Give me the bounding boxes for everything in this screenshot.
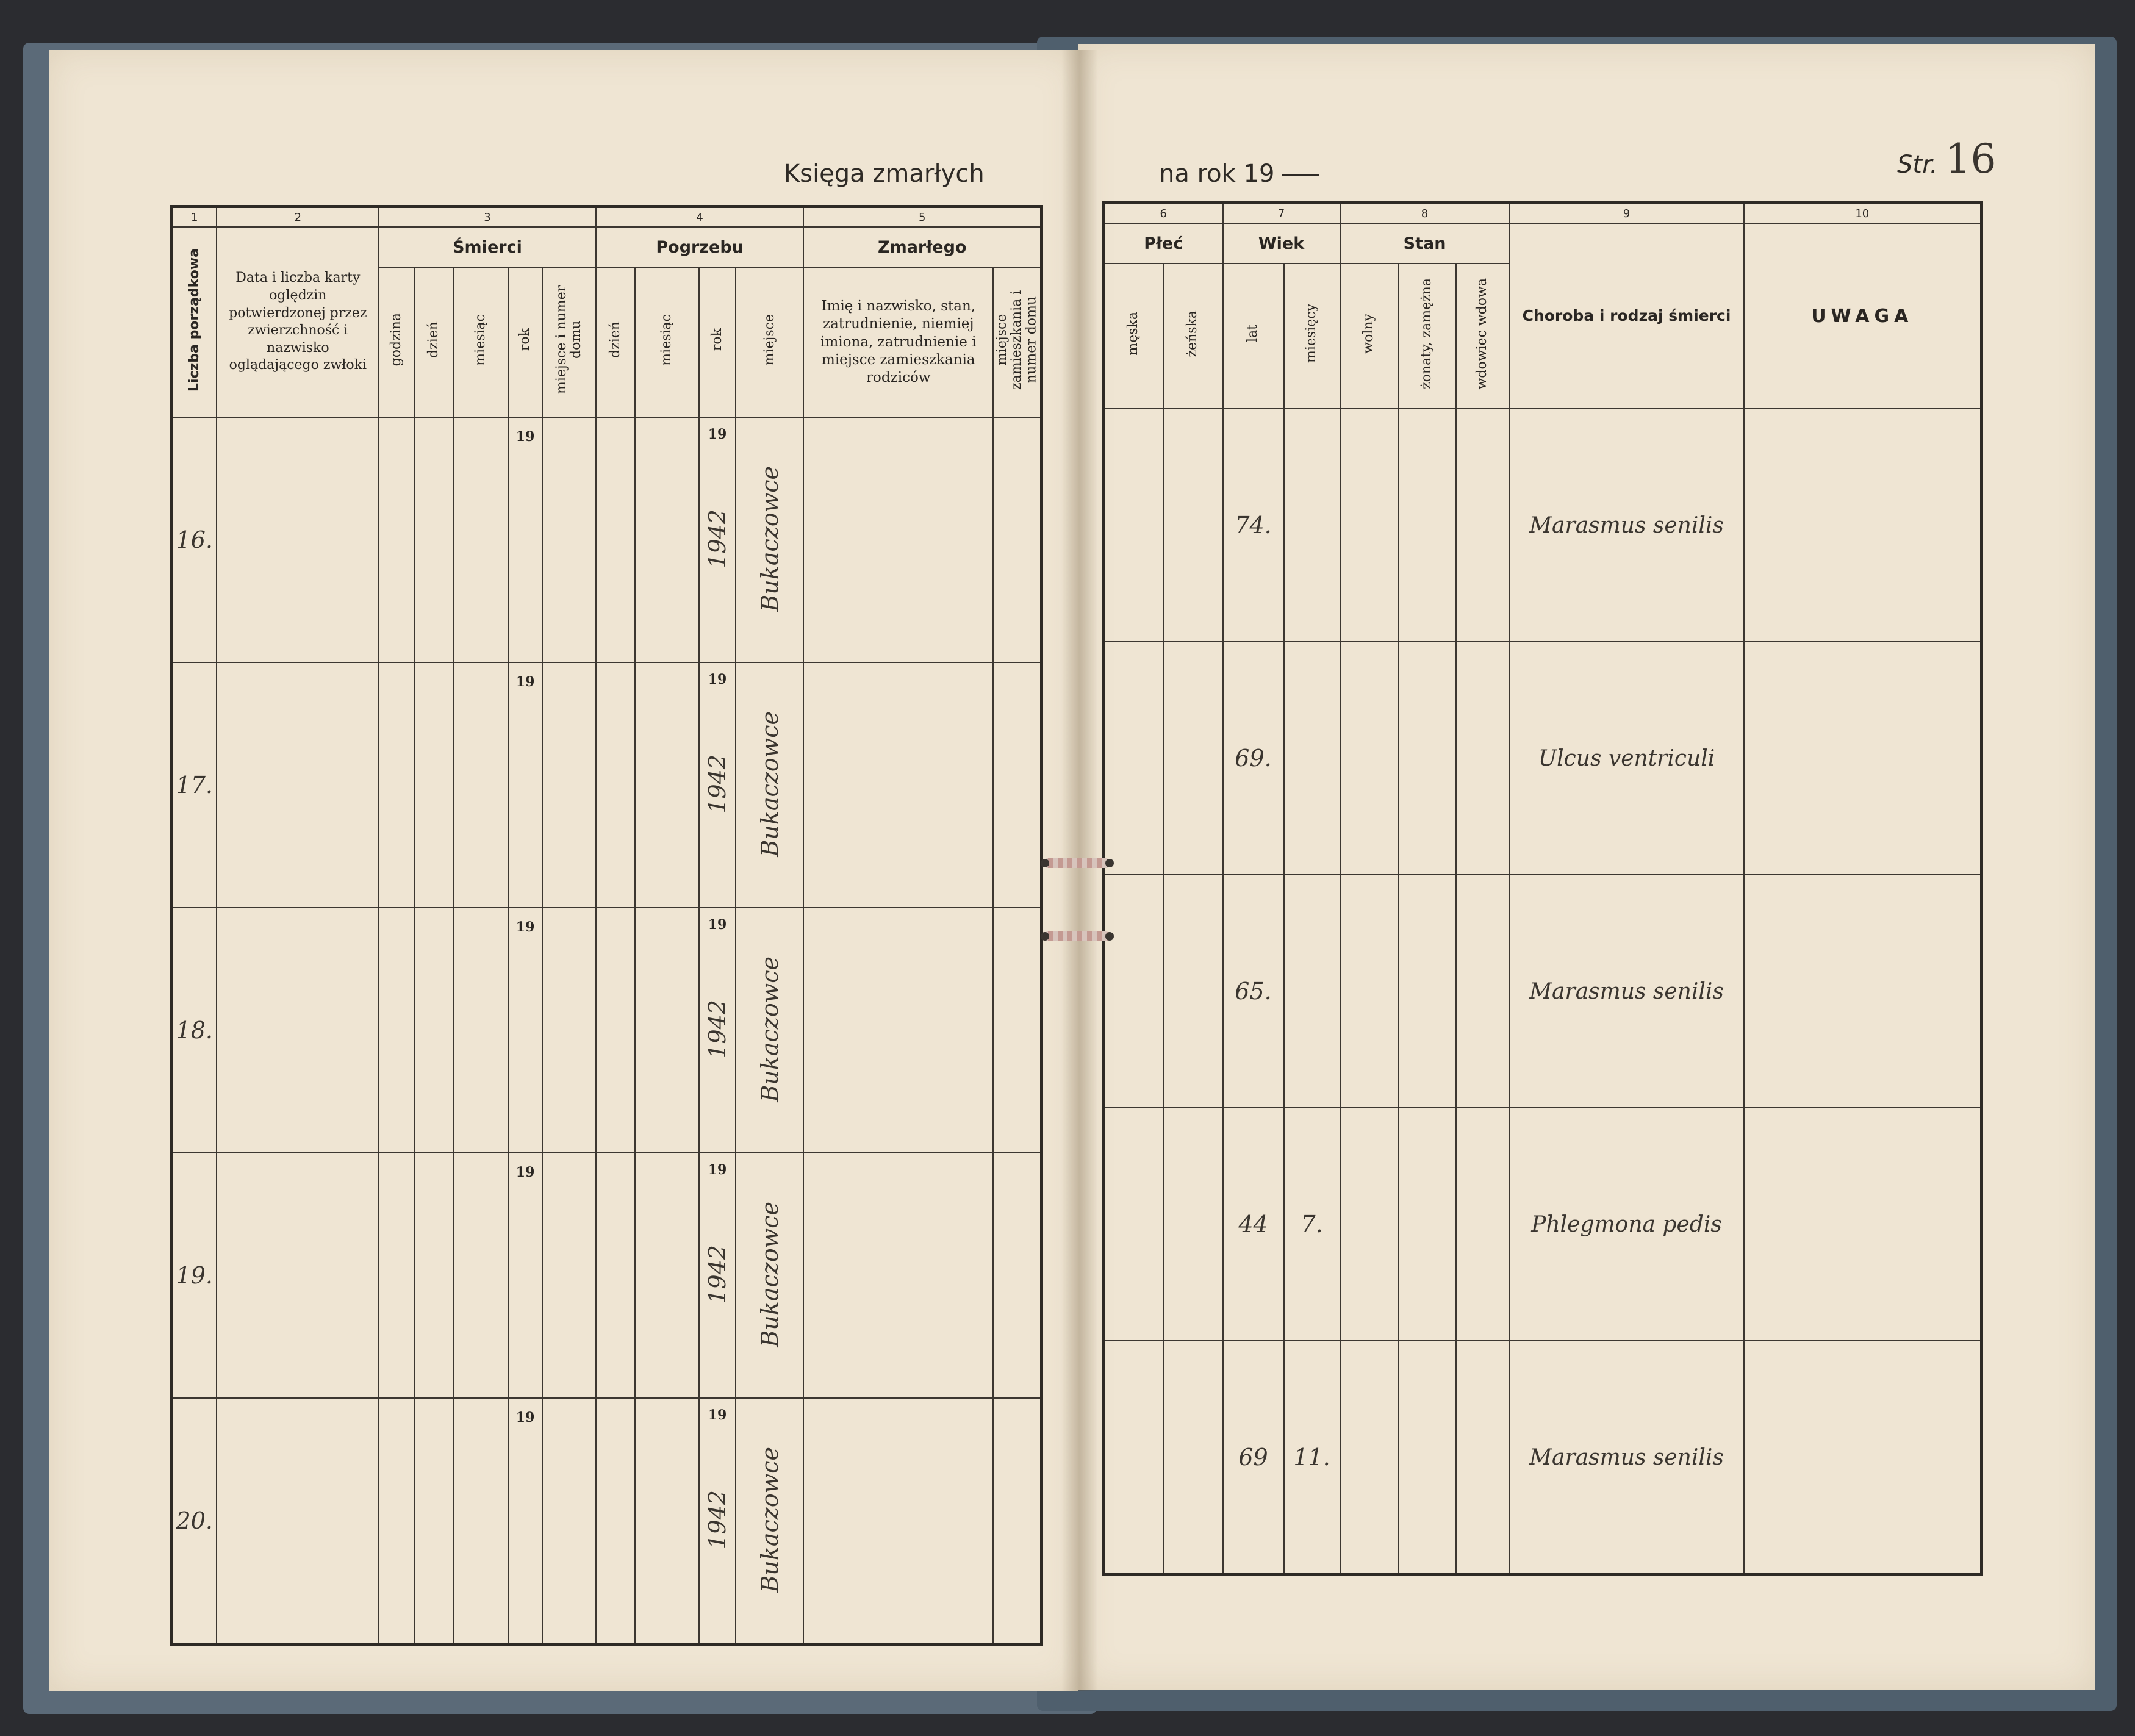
year-label: na rok 19 [1159,160,1319,188]
col-pogrzeb-miesiac: miesiąc [635,267,699,417]
page-label: Str. [1897,151,1938,179]
column-number-row: 6 7 8 9 10 [1103,203,1982,224]
stitch-hole [1041,932,1049,941]
table-row: 69 11. Marasmus senilis [1103,1341,1982,1575]
col-miesiecy: miesięcy [1284,264,1340,409]
group-plec: Płeć [1103,223,1223,264]
stitch-hole [1105,932,1114,941]
col-zenska: żeńska [1163,264,1223,409]
group-smierci: Śmierci [379,227,596,267]
col-liczba: Liczba porządkowa [171,227,217,417]
right-register-table [1102,201,1983,1576]
table-row: 69. Ulcus ventriculi [1103,642,1982,875]
book-gutter [1061,50,1098,1691]
group-stan: Stan [1340,223,1510,264]
col-dzien: dzień [414,267,453,417]
register-title: Księga zmarłych [784,160,985,188]
table-row: 65. Marasmus senilis [1103,875,1982,1108]
col-pogrzeb-rok: rok [699,267,736,417]
page-number-block [1897,135,1997,182]
col-choroba: Choroba i rodzaj śmierci [1510,223,1744,409]
col-karta: Data i liczba karty oględzin potwierdzonej przez zwierzchność i nazwisko oglądającego zwłoki [217,227,379,417]
col-uwaga: UWAGA [1744,223,1982,409]
table-row: 74. Marasmus senilis [1103,409,1982,642]
col-meska: męska [1103,264,1163,409]
col-miejsce-numer: miejsce i numer domu [542,267,596,417]
table-row: 16. 19 19 1942 Bukaczowce [171,417,1042,662]
col-wolny: wolny [1340,264,1399,409]
col-zonaty: żonaty, zamężna [1399,264,1456,409]
col-pogrzeb-dzien: dzień [596,267,635,417]
col-lat: lat [1223,264,1284,409]
col-imie: Imię i nazwisko, stan, zatrudnienie, niemiej imiona, zatrudnienie i miejsce zamieszkania rodziców [803,267,993,417]
binding-stitch [1043,858,1110,868]
stitch-hole [1041,859,1049,867]
table-row: 17. 19 19 1942 Bukaczowce [171,662,1042,908]
col-miejsce-zam: miejsce zamieszkania i numer domu [993,267,1041,417]
page-number: 16 [1945,135,1997,182]
col-miesiac: miesiąc [453,267,508,417]
column-number-row: 1 2 3 4 5 [171,207,1042,228]
binding-stitch [1043,931,1110,941]
table-row: 18. 19 19 1942 Bukaczowce [171,908,1042,1153]
header-group-row [1103,223,1982,264]
group-zmarlego: Zmarłego [803,227,1041,267]
left-register-table [170,205,1043,1646]
col-wdowiec: wdowiec wdowa [1456,264,1510,409]
stitch-hole [1105,859,1114,867]
header-group-row [171,227,1042,267]
col-godzina: godzina [379,267,414,417]
table-row: 20. 19 19 1942 Bukaczowce [171,1398,1042,1645]
col-rok: rok [508,267,542,417]
group-pogrzebu: Pogrzebu [596,227,804,267]
table-row: 44 7. Phlegmona pedis [1103,1108,1982,1341]
table-row: 19. 19 19 1942 Bukaczowce [171,1153,1042,1398]
col-pogrzeb-miejsce: miejsce [736,267,803,417]
group-wiek: Wiek [1223,223,1340,264]
